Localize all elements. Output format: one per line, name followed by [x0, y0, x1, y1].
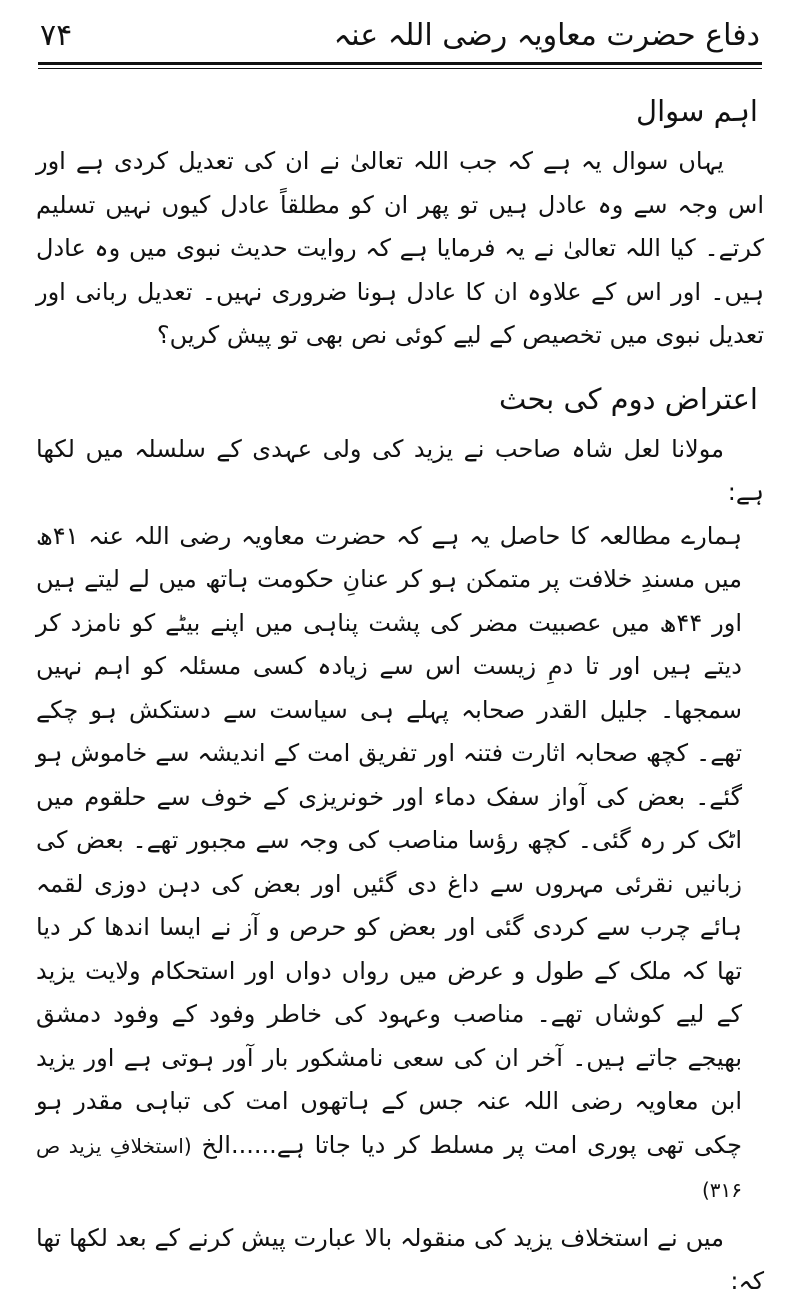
important-question-paragraph: یہاں سوال یہ ہے کہ جب اللہ تعالیٰ نے ان کی تعدیل کردی ہے اور اس وجہ سے وہ عادل ہیں تو پھر ان کو مطلقاً عادل کیوں نہیں تسلیم کرتے۔ کیا اللہ تعالیٰ نے یہ فرمایا ہے کہ روایت حدیث نبوی میں وہ عادل ہیں۔ اور اس کے علاوہ ان کا عادل ہونا ضروری نہیں۔ تعدیل ربانی اور تعدیل نبوی میں تخصیص کے لیے کوئی نص بھی تو پیش کریں؟: [36, 147, 764, 349]
section-heading-important-question: اہم سوال: [636, 94, 758, 128]
block-quote: [36, 515, 742, 1213]
spacer: [36, 358, 764, 368]
page-number: ۷۴: [40, 18, 73, 53]
running-title: دفاع حضرت معاویہ رضی اللہ عنہ: [333, 18, 760, 53]
quote-citation: (استخلافِ یزید ص ۳۱۶): [36, 1133, 742, 1202]
closing-line: میں نے استخلاف یزید کی منقولہ بالا عبارت پیش کرنے کے بعد لکھا تھا کہ:: [36, 1223, 764, 1295]
page-content: [36, 80, 764, 1304]
quote-text: ہمارے مطالعہ کا حاصل یہ ہے کہ حضرت معاویہ رضی اللہ عنہ ۴۱ھ میں مسندِ خلافت پر متمکن ہو کر عنانِ حکومت ہاتھ میں لے لیتے ہیں اور ۴۴ھ میں عصبیت مضر کی پشت پناہی میں اپنے بیٹے کو نامزد کر دیتے ہیں اور تا دمِ زیست اس سے زیادہ کسی مسئلہ کو اہم نہیں سمجھا۔ جلیل القدر صحابہ پہلے ہی سیاست سے دستکش ہو چکے تھے۔ کچھ صحابہ اثارت فتنہ اور تفریق امت کے اندیشہ سے خاموش ہو گئے۔ بعض کی آواز سفک دماء اور خونریزی کے خوف سے حلقوم میں اٹک کر رہ گئی۔ کچھ رؤسا مناصب کی وجہ سے مجبور تھے۔ بعض کی زبانیں نقرئی مہروں سے داغ دی گئیں اور بعض کی دہن دوزی لقمہ ہائے چرب سے کردی گئی اور بعض کو حرص و آز نے ایسا اندھا کر دیا تھا کہ ملک کے طول و عرض میں رواں دواں اور استحکام ولایت یزید کے لیے کوشاں تھے۔ مناصب وعہود کی خاطر وفود کے وفود دمشق بھیجے جاتے ہیں۔ آخر ان کی سعی نامشکور بار آور ہوتی ہے اور یزید ابن معاویہ رضی اللہ عنہ جس کے ہاتھوں امت کی تباہی مقدر ہو چکی تھی پوری امت پر مسلط کر دیا جاتا ہے......الخ: [36, 521, 742, 1159]
section-heading-second-objection: اعتراض دوم کی بحث: [498, 381, 758, 416]
header-rule-thin: [38, 68, 762, 69]
quote-intro: مولانا لعل شاہ صاحب نے یزید کی ولی عہدی کے سلسلہ میں لکھا ہے:: [36, 434, 764, 506]
page-header: [40, 12, 760, 60]
header-rule-thick: [38, 62, 762, 65]
